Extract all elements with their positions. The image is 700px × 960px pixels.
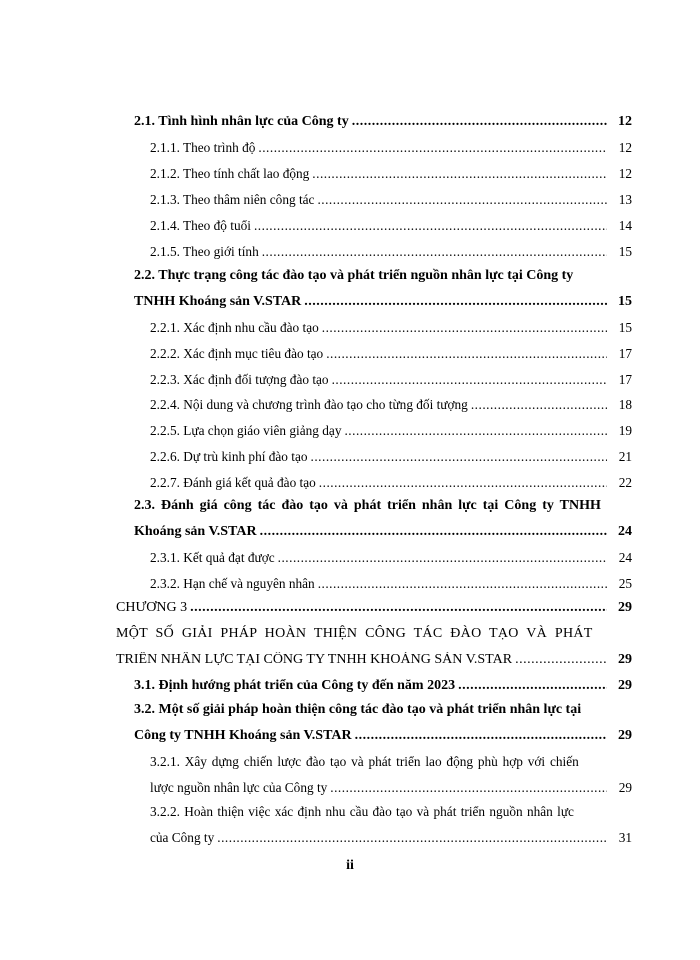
dot-leader	[515, 653, 607, 667]
toc-entry-3-2-2[interactable]	[150, 830, 632, 846]
toc-entry-2-1-2[interactable]	[150, 166, 632, 182]
toc-entry-2-2-4[interactable]	[150, 397, 632, 413]
toc-entry-3-2[interactable]	[134, 728, 632, 744]
toc-page-number: 15	[618, 244, 632, 259]
toc-entry-2-2-7[interactable]	[150, 475, 632, 491]
dot-leader	[260, 525, 607, 539]
toc-entry-text: 2.2.3. Xác định đối tượng đào tạo	[150, 372, 329, 387]
toc-page-number: 12	[618, 114, 632, 129]
toc-page-number: 22	[618, 475, 632, 490]
dot-leader	[332, 373, 607, 386]
toc-page-number: 29	[618, 728, 632, 743]
dot-leader	[217, 831, 607, 844]
toc-entry-text: 2.2.4. Nội dung và chương trình đào tạo cho từng đối tượng	[150, 397, 468, 412]
toc-entry-text: 2.1.3. Theo thâm niên công tác	[150, 192, 315, 207]
dot-leader	[319, 476, 607, 489]
dot-leader	[344, 424, 607, 437]
toc-entry-text: 2.1.4. Theo độ tuổi	[150, 218, 251, 233]
toc-entry-2-3-1[interactable]	[150, 550, 632, 566]
toc-entry-2-2-2[interactable]	[150, 346, 632, 362]
toc-entry-text: Công ty TNHH Khoáng sản V.STAR	[134, 728, 352, 743]
dot-leader	[318, 577, 607, 590]
toc-entry-2-1[interactable]	[134, 114, 632, 130]
toc-page-number: 31	[618, 830, 632, 845]
dot-leader	[471, 398, 607, 411]
toc-page-number: 29	[618, 600, 632, 615]
toc-entry-text: TRIỂN NHÂN LỰC TẠI CÔNG TY TNHH KHOÁNG SẢN V.STAR	[116, 652, 513, 667]
dot-leader	[312, 167, 607, 180]
toc-entry-2-2[interactable]	[134, 294, 632, 310]
dot-leader	[355, 729, 607, 743]
toc-entry-text: 2.2.1. Xác định nhu cầu đào tạo	[150, 320, 319, 335]
toc-entry-3-2-1[interactable]	[150, 780, 632, 796]
toc-entry-text: 2.1.5. Theo giới tính	[150, 244, 259, 259]
toc-entry-text: 2.1.2. Theo tính chất lao động	[150, 166, 310, 181]
toc-entry-2-2-6[interactable]	[150, 449, 632, 465]
toc-entry-3-2-line1[interactable]: 3.2. Một số giải pháp hoàn thiện công tác đào tạo và phát triển nhân lực tại	[134, 702, 582, 717]
toc-entry-text: 2.3.1. Kết quả đạt được	[150, 550, 275, 565]
page-number-footer: ii	[346, 858, 354, 873]
dot-leader	[330, 781, 607, 794]
toc-page-number: 25	[618, 576, 632, 591]
toc-entry-text: 2.2.5. Lựa chọn giáo viên giảng dạy	[150, 423, 342, 438]
toc-entry-text: Khoáng sản V.STAR	[134, 524, 257, 539]
toc-page-number: 29	[618, 678, 632, 693]
toc-page-number: 15	[618, 320, 632, 335]
toc-entry-chapter-3[interactable]	[116, 600, 632, 616]
dot-leader	[352, 115, 607, 129]
toc-entry-text: 2.3.2. Hạn chế và nguyên nhân	[150, 576, 315, 591]
toc-entry-2-3-line1[interactable]: 2.3. Đánh giá công tác đào tạo và phát triển nhân lực tại Công ty TNHH	[134, 498, 601, 513]
toc-entry-2-3-2[interactable]	[150, 576, 632, 592]
toc-page-number: 29	[618, 652, 632, 667]
dot-leader	[326, 347, 607, 360]
toc-entry-3-1[interactable]	[134, 678, 632, 694]
toc-entry-2-2-1[interactable]	[150, 320, 632, 336]
toc-entry-2-2-3[interactable]	[150, 372, 632, 388]
toc-entry-3-2-2-line1[interactable]: 3.2.2. Hoàn thiện việc xác định nhu cầu đào tạo và phát triển nguồn nhân lực	[150, 804, 574, 819]
toc-page-number: 15	[618, 294, 632, 309]
toc-page-number: 19	[618, 423, 632, 438]
toc-entry-text: 2.2.7. Đánh giá kết quả đào tạo	[150, 475, 316, 490]
toc-page-number: 21	[618, 449, 632, 464]
dot-leader	[190, 601, 607, 615]
toc-entry-text: 3.1. Định hướng phát triển của Công ty đến năm 2023	[134, 678, 456, 693]
toc-entry-text: của Công ty	[150, 830, 215, 845]
toc-entry-text: 2.2.6. Dự trù kinh phí đào tạo	[150, 449, 308, 464]
toc-page-number: 14	[618, 218, 632, 233]
toc-page-number: 17	[618, 346, 632, 361]
toc-page-number: 12	[618, 140, 632, 155]
toc-entry-chapter-3-title-line1[interactable]: MỘT SỐ GIẢI PHÁP HOÀN THIỆN CÔNG TÁC ĐÀO TẠO VÀ PHÁT	[116, 626, 593, 641]
toc-entry-3-2-1-line1[interactable]: 3.2.1. Xây dựng chiến lược đào tạo và phát triển lao động phù hợp với chiến	[150, 754, 579, 769]
toc-entry-2-2-5[interactable]	[150, 423, 632, 439]
dot-leader	[254, 219, 607, 232]
toc-page-number: 13	[618, 192, 632, 207]
toc-entry-text: 2.1.1. Theo trình độ	[150, 140, 256, 155]
dot-leader	[311, 450, 607, 463]
dot-leader	[278, 551, 607, 564]
toc-page-number: 29	[618, 780, 632, 795]
toc-entry-text: 2.2.2. Xác định mục tiêu đào tạo	[150, 346, 324, 361]
toc-page-number: 24	[618, 550, 632, 565]
toc-entry-2-1-1[interactable]	[150, 140, 632, 156]
dot-leader	[322, 321, 607, 334]
dot-leader	[304, 295, 607, 309]
toc-page-number: 12	[618, 166, 632, 181]
toc-page-number: 18	[618, 397, 632, 412]
toc-entry-2-3[interactable]	[134, 524, 632, 540]
toc-entry-2-1-3[interactable]	[150, 192, 632, 208]
toc-page-number: 24	[618, 524, 632, 539]
toc-entry-2-2-line1[interactable]: 2.2. Thực trạng công tác đào tạo và phát triển nguồn nhân lực tại Công ty	[134, 268, 574, 283]
toc-page-number: 17	[618, 372, 632, 387]
dot-leader	[317, 193, 607, 206]
toc-entry-text: 2.1. Tình hình nhân lực của Công ty	[134, 114, 349, 129]
toc-entry-text: TNHH Khoáng sản V.STAR	[134, 294, 302, 309]
toc-entry-chapter-3-title[interactable]	[116, 652, 632, 668]
dot-leader	[258, 141, 607, 154]
toc-entry-2-1-5[interactable]	[150, 244, 632, 260]
toc-entry-2-1-4[interactable]	[150, 218, 632, 234]
toc-entry-text: lược nguồn nhân lực của Công ty	[150, 780, 328, 795]
toc-entry-text: CHƯƠNG 3	[116, 600, 188, 615]
dot-leader	[262, 245, 607, 258]
dot-leader	[458, 679, 607, 693]
